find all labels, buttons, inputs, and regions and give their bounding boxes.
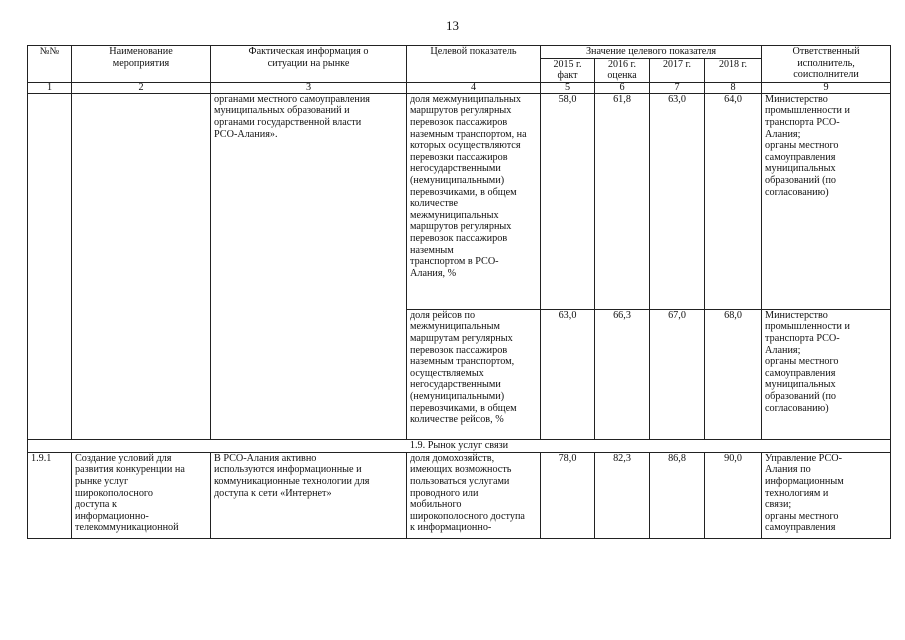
row-number-cell: 1.9.1 (28, 452, 72, 538)
section-title: 1.9. Рынок услуг связи (28, 439, 891, 452)
header-year-2018: 2018 г. (705, 58, 762, 82)
column-index: 5 (541, 82, 595, 93)
value-2017: 86,8 (650, 452, 705, 538)
responsible-cell: Министерство промышленности и транспорта РСО- Алания; органы местного самоуправления муниципальных образований (по согласованию) (762, 309, 891, 439)
column-index: 1 (28, 82, 72, 93)
header-responsible: Ответственный исполнитель, соисполнители (762, 46, 891, 83)
column-index: 9 (762, 82, 891, 93)
header-number: №№ (28, 46, 72, 83)
column-index: 3 (211, 82, 407, 93)
measure-name-cell: Создание условий для развития конкуренции на рынке услуг широкополосного доступа к информационно- телекоммуникационной (72, 452, 211, 538)
page-number: 13 (446, 18, 459, 33)
column-index-row (28, 82, 891, 93)
column-index: 8 (705, 82, 762, 93)
measure-name-cell (72, 93, 211, 439)
row-number-cell (28, 93, 72, 439)
column-index: 2 (72, 82, 211, 93)
header-target-indicator: Целевой показатель (407, 46, 541, 83)
column-index: 7 (650, 82, 705, 93)
value-2018: 64,0 (705, 93, 762, 309)
value-2018: 68,0 (705, 309, 762, 439)
value-2015: 63,0 (541, 309, 595, 439)
value-2015: 58,0 (541, 93, 595, 309)
indicator-cell: доля домохозяйств, имеющих возможность пользоваться услугами проводного или мобильного широкополосного доступа к информационно- (407, 452, 541, 538)
market-situation-cell: органами местного самоуправления муниципальных образований и органами государственной власти РСО-Алания». (211, 93, 407, 439)
indicator-cell: доля межмуниципальных маршрутов регулярных перевозок пассажиров наземным транспортом, на которых осуществляются перевозки пассажиров негосударственными (немуниципальными) перевозчиками, в общем количестве межмуниципальных маршрутов регулярных перевозок пассажиров наземным транспортом в РСО- Алания, % (407, 93, 541, 309)
column-index: 6 (595, 82, 650, 93)
responsible-cell: Министерство промышленности и транспорта РСО- Алания; органы местного самоуправления муниципальных образований (по согласованию) (762, 93, 891, 309)
market-situation-cell: В РСО-Алания активно используются информационные и коммуникационные технологии для доступа к сети «Интернет» (211, 452, 407, 538)
target-indicators-table (27, 45, 891, 539)
header-year-2015: 2015 г. факт (541, 58, 595, 82)
value-2017: 63,0 (650, 93, 705, 309)
header-market-situation: Фактическая информация о ситуации на рынке (211, 46, 407, 83)
responsible-cell: Управление РСО- Алания по информационным технологиям и связи; органы местного самоуправления (762, 452, 891, 538)
indicator-cell: доля рейсов по межмуниципальным маршрутам регулярных перевозок пассажиров наземным транспортом, осуществляемых негосударственными (немуниципальными) перевозчиками, в общем количестве рейсов, % (407, 309, 541, 439)
value-2017: 67,0 (650, 309, 705, 439)
value-2015: 78,0 (541, 452, 595, 538)
value-2018: 90,0 (705, 452, 762, 538)
table-row (28, 93, 891, 309)
value-2016: 61,8 (595, 93, 650, 309)
table-row (28, 452, 891, 538)
header-year-2016: 2016 г. оценка (595, 58, 650, 82)
header-year-2017: 2017 г. (650, 58, 705, 82)
header-measure-name: Наименование мероприятия (72, 46, 211, 83)
value-2016: 82,3 (595, 452, 650, 538)
header-indicator-value-group: Значение целевого показателя (541, 46, 762, 59)
section-row (28, 439, 891, 452)
column-index: 4 (407, 82, 541, 93)
value-2016: 66,3 (595, 309, 650, 439)
